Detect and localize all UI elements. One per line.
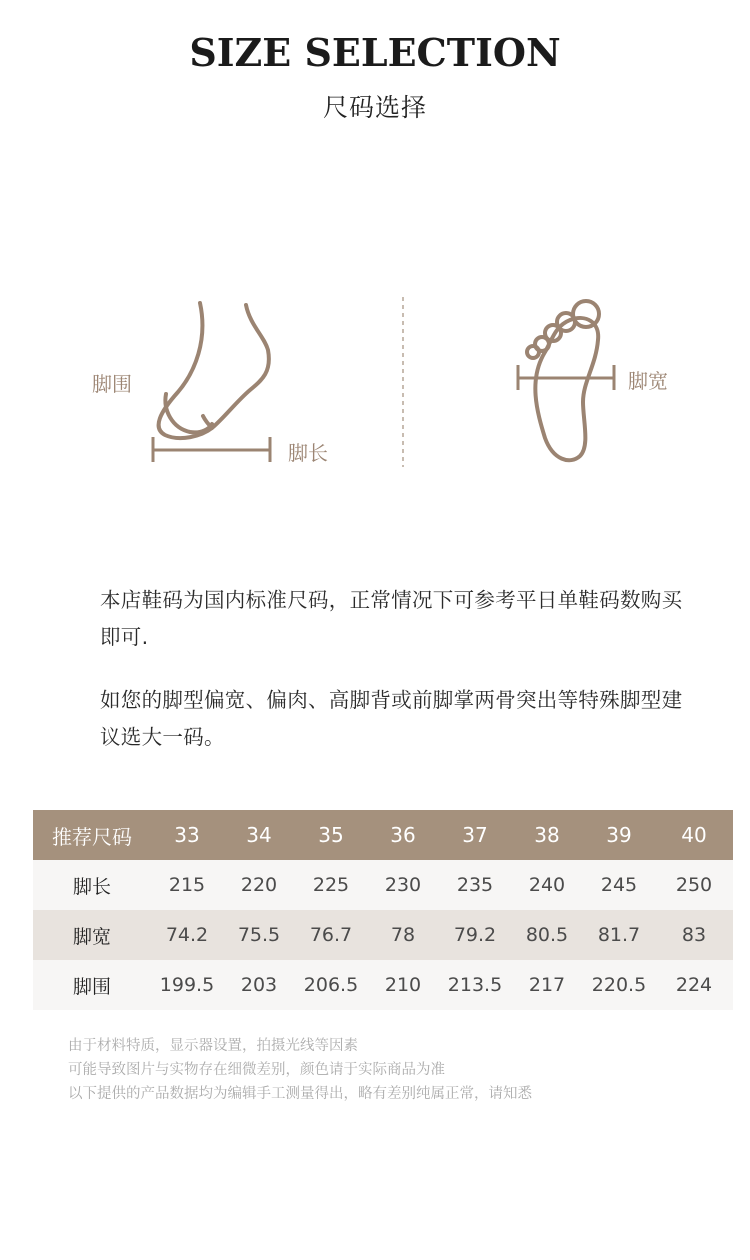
table-row [33,910,733,960]
disclaimer-notes [68,1034,708,1106]
width-label: 脚宽 [628,369,668,393]
table-row [33,860,733,910]
size-cell: 37 [439,810,511,860]
size-cell: 40 [655,810,733,860]
table-row [33,960,733,1010]
table-cell: 80.5 [511,910,583,960]
girth-label: 脚围 [92,372,132,396]
table-cell: 210 [367,960,439,1010]
size-cell: 33 [151,810,223,860]
foot-side-view-icon [159,303,269,438]
table-cell: 206.5 [295,960,367,1010]
table-cell: 220 [223,860,295,910]
row-label: 脚围 [33,960,151,1010]
length-label: 脚长 [288,441,328,465]
description-paragraph-1: 本店鞋码为国内标准尺码，正常情况下可参考平日单鞋码数购买即可. [100,588,683,649]
table-cell: 215 [151,860,223,910]
note-line: 可能导致图片与实物存在细微差别，颜色请于实际商品为准 [68,1062,445,1078]
size-cell: 36 [367,810,439,860]
table-cell: 245 [583,860,655,910]
table-cell: 213.5 [439,960,511,1010]
table-cell: 199.5 [151,960,223,1010]
table-header-row [33,810,733,860]
table-cell: 220.5 [583,960,655,1010]
description-paragraph-2: 如您的脚型偏宽、偏肉、高脚背或前脚掌两骨突出等特殊脚型建议选大一码。 [100,688,683,749]
size-cell: 34 [223,810,295,860]
table-cell: 78 [367,910,439,960]
table-cell: 83 [655,910,733,960]
length-measure-bar [153,437,270,462]
table-cell: 225 [295,860,367,910]
table-cell: 250 [655,860,733,910]
note-line: 由于材料特质，显示器设置，拍摄光线等因素 [68,1038,358,1054]
table-cell: 203 [223,960,295,1010]
table-cell: 230 [367,860,439,910]
table-cell: 75.5 [223,910,295,960]
table-cell: 224 [655,960,733,1010]
size-cell: 39 [583,810,655,860]
size-cell: 35 [295,810,367,860]
table-cell: 81.7 [583,910,655,960]
foot-measurement-diagram [0,0,750,520]
page-title: SIZE SELECTION [189,30,561,75]
size-table [33,810,733,1010]
table-cell: 79.2 [439,910,511,960]
header-label: 推荐尺码 [33,810,151,860]
note-line: 以下提供的产品数据均为编辑手工测量得出，略有差别纯属正常，请知悉 [68,1086,532,1102]
foot-top-view-icon [527,301,599,460]
table-cell: 235 [439,860,511,910]
table-cell: 240 [511,860,583,910]
size-cell: 38 [511,810,583,860]
table-cell: 217 [511,960,583,1010]
page-subtitle: 尺码选择 [322,93,427,122]
row-label: 脚宽 [33,910,151,960]
table-cell: 76.7 [295,910,367,960]
row-label: 脚长 [33,860,151,910]
width-measure-bar [518,365,614,390]
table-cell: 74.2 [151,910,223,960]
